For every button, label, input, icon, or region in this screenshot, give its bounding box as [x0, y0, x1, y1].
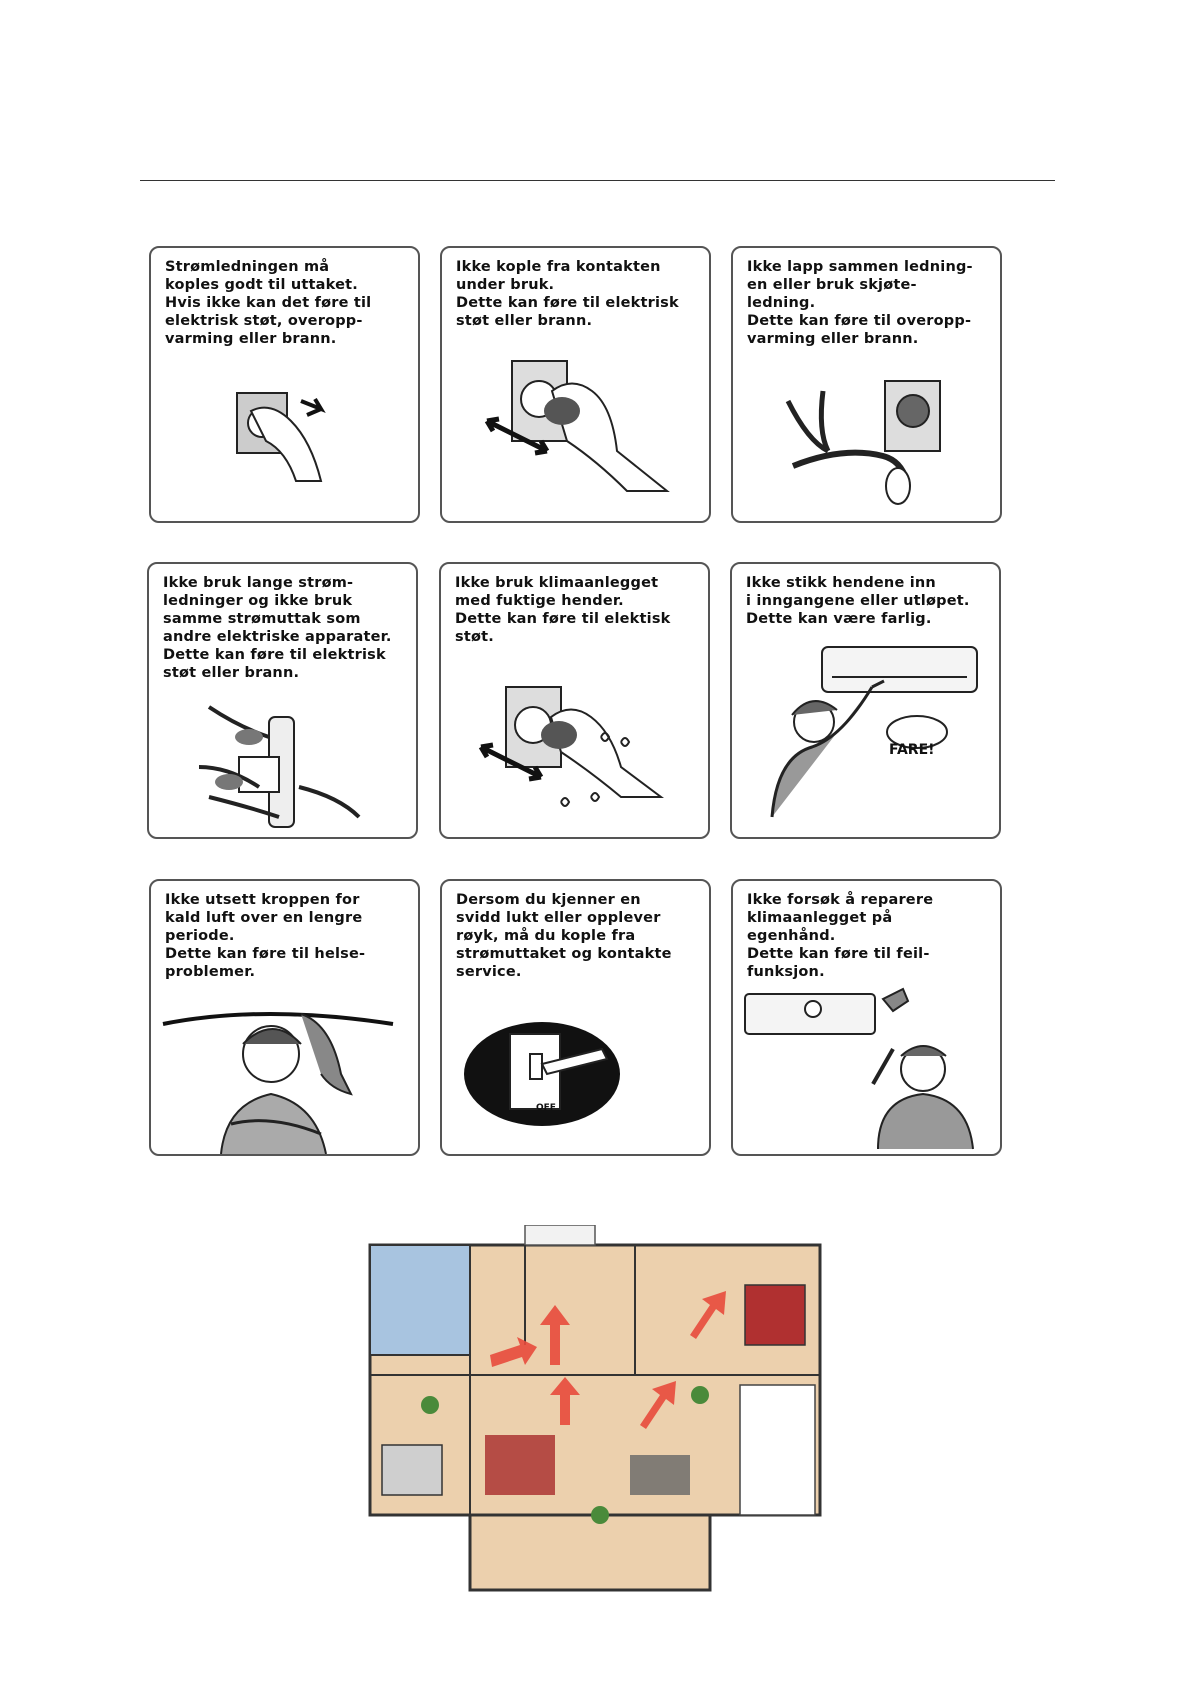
switch-off-icon: [442, 1004, 709, 1154]
panel-text: Ikke lapp sammen ledning- en eller bruk skjøte- ledning. Dette kan føre til overopp- varming eller brann.: [747, 259, 973, 347]
panel-text: Ikke stikk hendene inn i inngangene eller utløpet. Dette kan være farlig.: [746, 575, 970, 627]
panel-no-splice: [731, 246, 1002, 523]
panel-text: Strømledningen må koples godt til uttaket. Hvis ikke kan det føre til elektrisk støt, overopp- varming eller brann.: [165, 259, 372, 347]
cold-person-icon: [151, 994, 418, 1154]
panel-text: Ikke forsøk å reparere klimaanlegget på egenhånd. Dette kan føre til feil- funksjon.: [747, 892, 934, 980]
off-label: OFF: [536, 1103, 556, 1113]
panel-text: Ikke kople fra kontakten under bruk. Dette kan føre til elektrisk støt eller brann.: [456, 259, 679, 329]
repair-icon: [733, 984, 1000, 1154]
cut-cord-icon: [733, 371, 1000, 521]
plug-insert-icon: [151, 371, 418, 521]
fare-badge: FARE!: [889, 742, 935, 758]
floor-plan-illustration: [360, 1225, 830, 1595]
panel-plug-firmly: [149, 246, 420, 523]
panel-wet-hands: [439, 562, 710, 839]
power-strip-icon: [149, 687, 416, 837]
hand-in-unit-icon: [732, 637, 999, 837]
header-rule: [140, 180, 1055, 181]
unplug-icon: [442, 351, 709, 521]
panel-smoke-disconnect: [440, 879, 711, 1156]
panel-no-unplug: [440, 246, 711, 523]
panel-no-hands-in-vents: [730, 562, 1001, 839]
wet-hands-icon: [441, 667, 708, 837]
panel-text: Ikke utsett kroppen for kald luft over en lengre periode. Dette kan føre til helse- problemer.: [165, 892, 366, 980]
panel-cold-air: [149, 879, 420, 1156]
panel-text: Ikke bruk klimaanlegget med fuktige hender. Dette kan føre til elektisk støt.: [455, 575, 671, 645]
panel-no-self-repair: [731, 879, 1002, 1156]
panel-text: Dersom du kjenner en svidd lukt eller opplever røyk, må du kople fra strømuttaket og kontakte service.: [456, 892, 672, 980]
panel-text: Ikke bruk lange strøm- ledninger og ikke bruk samme strømuttak som andre elektriske apparater. Dette kan føre til elektrisk støt eller brann.: [163, 575, 392, 681]
panel-no-extension: [147, 562, 418, 839]
